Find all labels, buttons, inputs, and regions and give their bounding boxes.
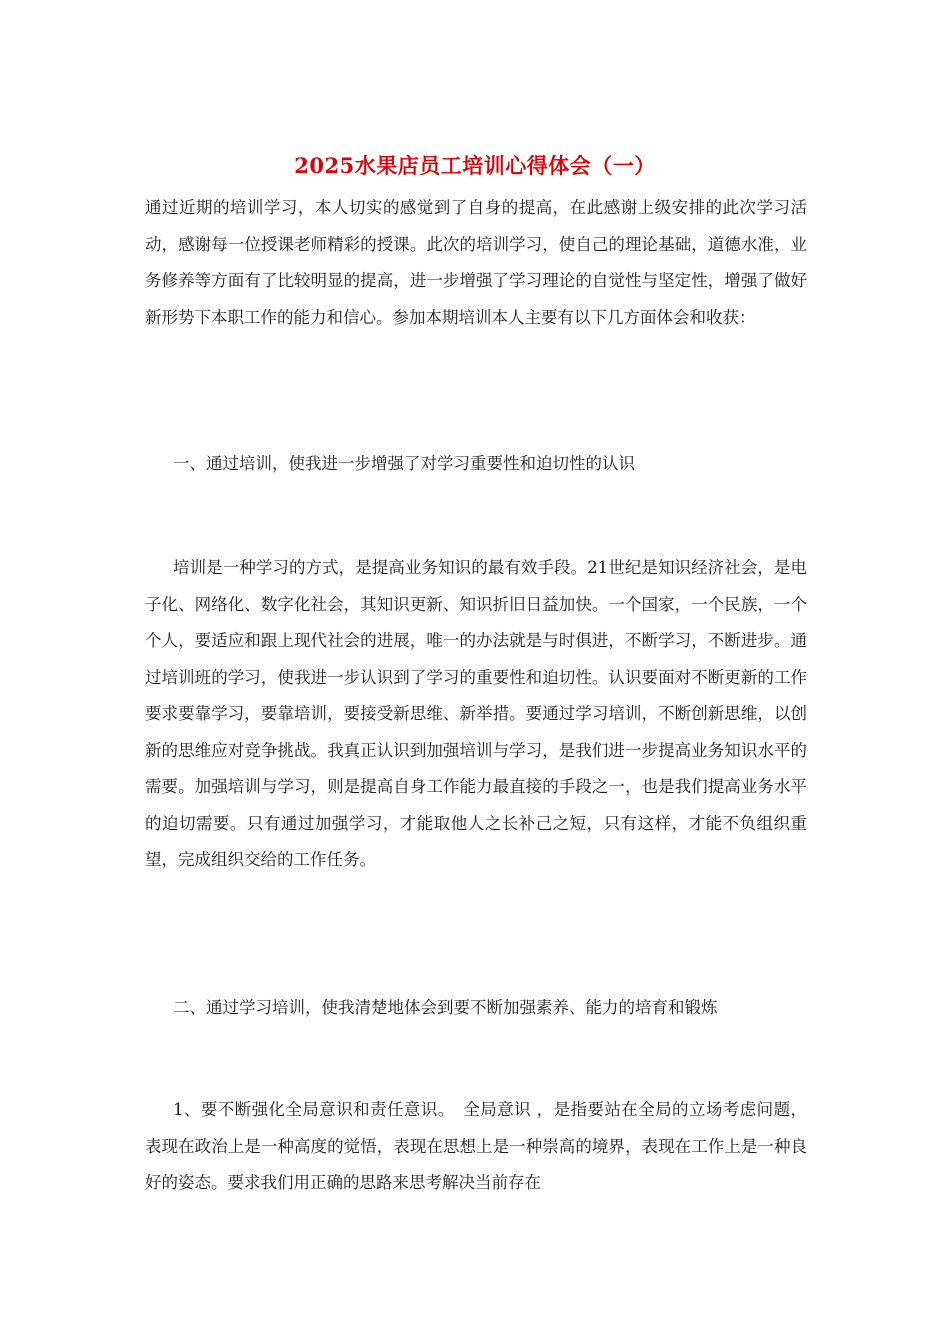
intro-paragraph: 通过近期的培训学习，本人切实的感觉到了自身的提高，在此感谢上级安排的此次学习活动，感谢每一位授课老师精彩的授课。此次的培训学习，使自己的理论基础，道德水准，业务修养等方面有了比较明显的提高，进一步增强了学习理论的自觉性与坚定性，增强了做好新形势下本职工作的能力和信心。参加本期培训本人主要有以下几方面体会和收获： (145, 198, 807, 327)
document-title: 2025水果店员工培训心得体会（一） (294, 153, 656, 178)
section-paragraph-2: 1、要不断强化全局意识和责任意识。 全局意识 ，是指要站在全局的立场考虑问题，表现在政治上是一种高度的觉悟，表现在思想上是一种崇高的境界，表现在工作上是一种良好的姿态。要求我们用正确的思路来思考解决当前存在 (145, 1100, 807, 1192)
section-paragraph-1: 培训是一种学习的方式，是提高业务知识的最有效手段。21世纪是知识经济社会，是电子化、网络化、数字化社会，其知识更新、知识折旧日益加快。一个国家，一个民族，一个个人，要适应和跟上现代社会的进展，唯一的办法就是与时俱进，不断学习，不断进步。通过培训班的学习，使我进一步认识到了学习的重要性和迫切性。认识要面对不断更新的工作要求要靠学习，要靠培训，要接受新思维、新举措。要通过学习培训，不断创新思维，以创新的思维应对竞争挑战。我真正认识到加强培训与学习，是我们进一步提高业务知识水平的需要。加强培训与学习，则是提高自身工作能力最直接的手段之一，也是我们提高业务水平的迫切需要。只有通过加强学习，才能取他人之长补己之短，只有这样，才能不负组织重望，完成组织交给的工作任务。 (145, 558, 807, 869)
section-heading-2: 二、通过学习培训，使我清楚地体会到要不断加强素养、能力的培育和锻炼 (173, 998, 718, 1017)
section-heading-1: 一、通过培训，使我进一步增强了对学习重要性和迫切性的认识 (173, 454, 635, 473)
